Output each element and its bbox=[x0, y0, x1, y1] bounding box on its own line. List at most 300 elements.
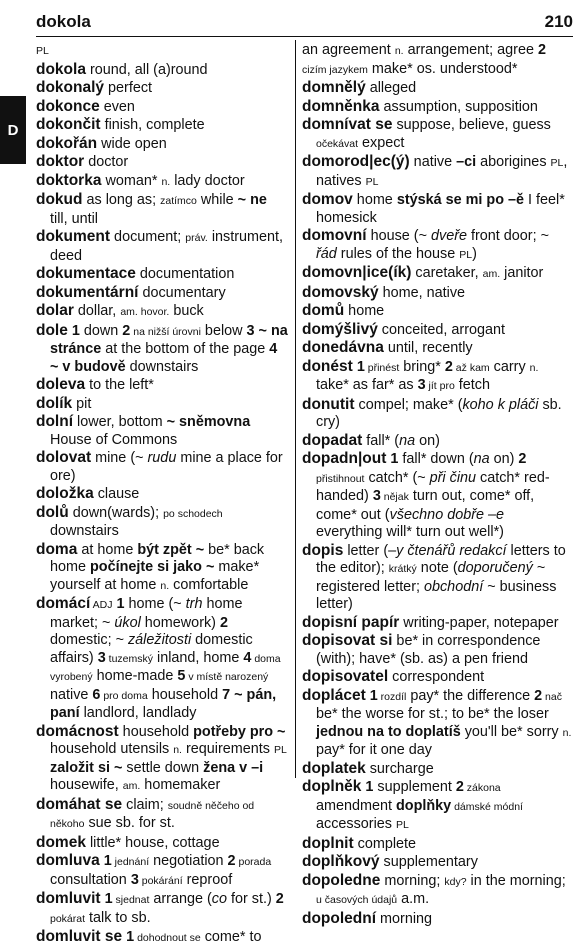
translation-text: clause bbox=[93, 486, 140, 502]
usage-label: očekávat bbox=[316, 137, 359, 150]
usage-label: pokárání bbox=[138, 874, 183, 887]
usage-label: ADJ bbox=[90, 599, 113, 611]
translation-text: turn out, come* off, come* out ( bbox=[316, 488, 535, 523]
headword: doktor bbox=[36, 153, 85, 170]
translation-text: at the bottom of the page bbox=[101, 341, 270, 357]
usage-label: přistihnout bbox=[316, 472, 365, 485]
translation-text: make* yourself at home bbox=[50, 559, 260, 593]
headword: domnělý bbox=[302, 79, 366, 96]
letter-thumb-tab bbox=[0, 96, 26, 164]
headword: dolní bbox=[36, 413, 74, 430]
headword: dopisovatel bbox=[302, 668, 389, 685]
usage-label: až kam bbox=[452, 361, 490, 374]
translation-text: be* the worse for st.; to be* the loser bbox=[316, 706, 549, 722]
translation-text: fall* ( bbox=[362, 432, 400, 449]
italic-example: na bbox=[473, 451, 490, 467]
headword: domáhat se bbox=[36, 795, 123, 813]
translation-text: home bbox=[352, 192, 397, 208]
usage-label: sjednat bbox=[112, 894, 150, 906]
headword: dopis bbox=[302, 541, 344, 559]
translation-text: writing-paper, notepaper bbox=[399, 614, 559, 631]
headword: dokořán bbox=[36, 134, 98, 152]
dictionary-entry bbox=[302, 872, 572, 910]
usage-label: pokárat bbox=[50, 912, 86, 925]
usage-label: po schodech bbox=[163, 507, 223, 520]
translation-text: comfortable bbox=[169, 576, 249, 593]
translation-text: household bbox=[147, 686, 223, 703]
headword: dopadat bbox=[302, 431, 363, 449]
dictionary-entry bbox=[36, 153, 288, 172]
headword: domovní bbox=[302, 227, 367, 244]
dictionary-entry bbox=[36, 135, 288, 154]
dictionary-entry bbox=[36, 322, 288, 377]
bold-phrase: jednou na to doplatíš bbox=[316, 723, 461, 740]
translation-text: front door; ~ bbox=[467, 228, 549, 244]
dictionary-entry bbox=[302, 450, 572, 542]
dictionary-entry bbox=[36, 890, 288, 928]
headword: dokola bbox=[36, 60, 86, 78]
dictionary-entry bbox=[302, 432, 572, 451]
bold-phrase: 1 bbox=[390, 451, 399, 467]
bold-phrase: 1 bbox=[103, 853, 112, 869]
translation-text: arrangement; agree bbox=[403, 42, 538, 58]
bold-phrase: ~ sněmovna bbox=[166, 414, 251, 430]
headword: domácí bbox=[36, 595, 91, 612]
translation-text: round, all (a)round bbox=[85, 61, 208, 78]
usage-label: PL bbox=[550, 157, 564, 169]
translation-text: accessories bbox=[316, 816, 396, 832]
translation-text: catch* red-handed) bbox=[316, 469, 550, 504]
translation-text: documentary bbox=[138, 284, 226, 301]
translation-text: downstairs bbox=[50, 523, 119, 539]
dictionary-entry bbox=[36, 98, 288, 117]
translation-text: to the left* bbox=[85, 377, 154, 393]
headword: dopolední bbox=[302, 909, 377, 927]
bold-phrase: potřeby pro ~ bbox=[193, 723, 286, 740]
dictionary-entry bbox=[36, 723, 288, 796]
italic-example: řád bbox=[316, 245, 337, 262]
translation-text: consultation bbox=[50, 871, 131, 888]
translation-text: perfect bbox=[104, 80, 153, 96]
translation-text: while bbox=[196, 192, 238, 208]
translation-text: morning bbox=[376, 910, 433, 927]
usage-label: kdy? bbox=[444, 875, 467, 888]
translation-text: ~ bbox=[135, 450, 148, 466]
usage-label: tuzemský bbox=[105, 652, 153, 665]
dictionary-entry bbox=[302, 778, 572, 835]
translation-text: household utensils bbox=[50, 741, 174, 757]
translation-text: doctor bbox=[84, 154, 129, 170]
dictionary-entry bbox=[302, 302, 572, 321]
translation-text: janitor bbox=[500, 265, 544, 281]
translation-text: lower, bottom bbox=[73, 414, 167, 430]
translation-text: in the morning; bbox=[466, 872, 566, 889]
translation-text: even bbox=[99, 98, 135, 115]
dictionary-entry bbox=[302, 853, 572, 872]
translation-text: letter (– bbox=[343, 542, 397, 559]
translation-text: letters to the editor); bbox=[316, 542, 566, 576]
headword: doplněk bbox=[302, 778, 362, 795]
translation-text: rules of the house bbox=[336, 245, 460, 262]
headword: dopadn|out bbox=[302, 450, 387, 467]
translation-text: come* to bbox=[200, 929, 262, 945]
bold-phrase: 1 bbox=[71, 322, 80, 339]
translation-text: home bbox=[344, 303, 385, 319]
usage-label: doma vyrobený bbox=[50, 652, 281, 683]
headword: domorod|ec(ý) bbox=[302, 153, 410, 170]
translation-text: compel; make* ( bbox=[354, 396, 463, 413]
dictionary-entry bbox=[36, 228, 288, 265]
translation-text: correspondent bbox=[388, 669, 485, 685]
usage-label: n. bbox=[173, 744, 182, 756]
translation-text: catch* (~ bbox=[364, 469, 430, 486]
usage-label: rozdíl bbox=[377, 690, 407, 703]
translation-text: home-made bbox=[92, 668, 178, 684]
translation-text: a.m. bbox=[397, 891, 430, 907]
headword: domů bbox=[302, 302, 345, 319]
translation-text: landlord, landlady bbox=[79, 705, 197, 721]
bold-phrase: 3 ~ na stránce bbox=[50, 322, 288, 357]
dictionary-entry bbox=[36, 79, 288, 98]
bold-phrase: 3 bbox=[97, 649, 106, 666]
usage-label: nějak bbox=[380, 491, 409, 503]
italic-example: na bbox=[399, 432, 416, 449]
headword: dopoledne bbox=[302, 871, 381, 889]
translation-text: lady doctor bbox=[170, 172, 245, 189]
headword: dokument bbox=[36, 228, 111, 245]
translation-text: you'll be* sorry bbox=[460, 723, 563, 740]
headword: doplácet bbox=[302, 686, 366, 704]
usage-label: n. bbox=[160, 579, 170, 592]
bold-phrase: 2 bbox=[275, 891, 284, 907]
usage-label: cizím jazykem bbox=[302, 63, 368, 76]
usage-label: soudně něčeho od někoho bbox=[50, 799, 255, 830]
page-number: 210 bbox=[544, 12, 573, 31]
headword: donedávna bbox=[302, 339, 384, 356]
headword: domluva bbox=[36, 852, 100, 869]
translation-text: carry bbox=[489, 358, 530, 375]
translation-text: below bbox=[200, 322, 247, 339]
translation-text: at home bbox=[77, 541, 138, 558]
translation-text: mine ( bbox=[91, 450, 136, 466]
translation-text: ~ business letter) bbox=[316, 578, 557, 612]
dictionary-entry bbox=[36, 265, 288, 284]
usage-label: PL bbox=[365, 175, 379, 188]
italic-example: všechno dobře –e bbox=[389, 506, 505, 523]
translation-text: down bbox=[79, 322, 123, 339]
running-headword: dokola bbox=[36, 12, 91, 31]
bold-phrase: 6 bbox=[92, 686, 101, 703]
dictionary-entry bbox=[36, 852, 288, 890]
translation-text: mine a place for ore) bbox=[50, 450, 283, 484]
headword: dolovat bbox=[36, 449, 92, 466]
translation-text: , natives bbox=[316, 154, 568, 189]
dictionary-entry bbox=[302, 358, 572, 396]
dictionary-entry bbox=[302, 191, 572, 227]
translation-text: I feel* homesick bbox=[316, 192, 565, 226]
dictionary-entry bbox=[36, 595, 288, 723]
bold-phrase: 1 bbox=[356, 358, 365, 375]
bold-phrase: 5 bbox=[177, 668, 186, 684]
dictionary-entry bbox=[36, 302, 288, 322]
usage-label: n. bbox=[529, 361, 539, 374]
headword: domek bbox=[36, 833, 86, 851]
dictionary-entry bbox=[36, 928, 288, 948]
translation-text: on) bbox=[489, 451, 519, 467]
translation-text: note ( bbox=[416, 560, 458, 576]
translation-text: bring* bbox=[399, 358, 445, 375]
usage-label: na nižší úrovni bbox=[130, 325, 201, 338]
bold-phrase: 3 bbox=[417, 377, 426, 393]
translation-text: homework) bbox=[140, 614, 220, 631]
headword: dole bbox=[36, 321, 68, 339]
translation-text: an agreement bbox=[302, 42, 395, 58]
translation-text: caretaker, bbox=[411, 265, 483, 281]
translation-text: dollar, bbox=[73, 303, 121, 319]
thumb-tab-letter: D bbox=[7, 121, 19, 139]
dictionary-entry bbox=[36, 504, 288, 541]
usage-label: krátký bbox=[388, 563, 417, 575]
translation-text: for st.) bbox=[226, 891, 276, 907]
translation-text: everything will* turn out well*) bbox=[316, 524, 504, 540]
translation-text: make* os. understood* bbox=[367, 60, 518, 77]
translation-text: ~ registered letter; bbox=[316, 560, 546, 595]
dictionary-entry bbox=[36, 796, 288, 834]
page-header bbox=[36, 6, 573, 37]
translation-text: housewife, bbox=[50, 777, 123, 793]
dictionary-entry bbox=[302, 396, 572, 432]
dictionary-entry bbox=[302, 910, 572, 929]
translation-text: talk to sb. bbox=[85, 909, 151, 926]
bold-phrase: 1 bbox=[365, 779, 374, 795]
bold-phrase: 2 bbox=[518, 451, 527, 467]
headword: domněnka bbox=[302, 97, 380, 115]
translation-text: document; bbox=[110, 229, 186, 245]
headword: donutit bbox=[302, 395, 355, 413]
translation-text: supplementary bbox=[379, 854, 478, 870]
translation-text: sue sb. for st. bbox=[84, 815, 175, 831]
dictionary-entry bbox=[36, 834, 288, 853]
dictionary-entry bbox=[36, 116, 288, 135]
translation-text: until, recently bbox=[383, 340, 473, 356]
translation-text: fetch bbox=[454, 377, 490, 393]
bold-phrase: počínejte si jako ~ bbox=[90, 559, 215, 575]
right-column bbox=[302, 42, 572, 928]
usage-label: dámské módní bbox=[451, 800, 523, 813]
bold-phrase: stýská se mi po –ě bbox=[396, 192, 525, 208]
bold-phrase: 1 bbox=[116, 596, 125, 612]
translation-text: home market; ~ bbox=[50, 596, 243, 631]
translation-text: amendment bbox=[316, 797, 396, 814]
dictionary-entry bbox=[302, 668, 572, 687]
translation-text: suppose, believe, guess bbox=[392, 117, 551, 133]
headword: domýšlivý bbox=[302, 320, 378, 338]
italic-example: rudu bbox=[147, 450, 177, 466]
italic-example: y čtenářů redakcí bbox=[396, 542, 507, 559]
usage-label: n. bbox=[562, 726, 572, 739]
headword: doplatek bbox=[302, 759, 366, 777]
headword: dopisovat si bbox=[302, 632, 393, 649]
dictionary-entry bbox=[302, 339, 572, 358]
usage-label: dohodnout se bbox=[134, 932, 201, 944]
dictionary-entry bbox=[36, 42, 288, 61]
headword: doplnit bbox=[302, 834, 354, 852]
headword: dokonalý bbox=[36, 79, 105, 96]
translation-text: House of Commons bbox=[50, 431, 178, 448]
bold-phrase: 1 bbox=[126, 929, 135, 945]
usage-label: zatímco bbox=[160, 195, 197, 207]
usage-label: u časových údajů bbox=[316, 894, 398, 906]
usage-label: pro doma bbox=[100, 689, 148, 702]
translation-text: woman* bbox=[101, 172, 162, 189]
translation-text: downstairs bbox=[125, 358, 199, 375]
usage-label: PL bbox=[36, 45, 49, 57]
dictionary-entry bbox=[302, 116, 572, 153]
translation-text: buck bbox=[169, 303, 204, 319]
bold-phrase: ~ ne bbox=[237, 192, 267, 208]
bold-phrase: 3 bbox=[372, 488, 381, 504]
bold-phrase: 4 bbox=[243, 649, 252, 666]
dictionary-entry bbox=[302, 98, 572, 117]
usage-label: n. bbox=[394, 45, 404, 57]
italic-example: záležitosti bbox=[127, 632, 192, 648]
headword: dolar bbox=[36, 302, 74, 319]
headword: doložka bbox=[36, 485, 94, 502]
headword: doplňkový bbox=[302, 853, 380, 870]
translation-text: home (~ bbox=[124, 596, 186, 612]
italic-example: co bbox=[211, 891, 227, 907]
translation-text: reproof bbox=[182, 871, 233, 888]
translation-text: surcharge bbox=[365, 760, 434, 777]
translation-text: inland, home bbox=[153, 649, 244, 666]
usage-label: nač bbox=[542, 690, 562, 703]
dictionary-entry bbox=[302, 835, 572, 854]
translation-text: domestic affairs) bbox=[50, 632, 253, 666]
translation-text: morning; bbox=[380, 872, 445, 889]
dictionary-entry bbox=[302, 284, 572, 303]
bold-phrase: 2 bbox=[122, 322, 131, 339]
headword: doma bbox=[36, 540, 78, 558]
italic-example: obchodní bbox=[423, 578, 484, 595]
translation-text: instrument, deed bbox=[50, 229, 284, 264]
dictionary-entry bbox=[302, 42, 572, 79]
translation-text: home, native bbox=[378, 284, 466, 301]
usage-label: am. hovor. bbox=[120, 306, 170, 318]
dictionary-entry bbox=[36, 376, 288, 395]
translation-text: down(wards); bbox=[68, 504, 164, 521]
dictionary-entry bbox=[302, 321, 572, 340]
headword: dokumentární bbox=[36, 283, 139, 301]
translation-text: fall* down ( bbox=[398, 451, 474, 467]
headword: doktorka bbox=[36, 171, 102, 189]
headword: domnívat se bbox=[302, 116, 393, 133]
italic-example: koho k pláči bbox=[462, 396, 539, 413]
translation-text: domestic; ~ bbox=[50, 632, 128, 648]
headword: domácnost bbox=[36, 722, 119, 740]
translation-text: pit bbox=[72, 395, 92, 412]
headword: doleva bbox=[36, 376, 86, 393]
usage-label: PL bbox=[395, 819, 409, 831]
translation-text: ) bbox=[472, 245, 477, 262]
translation-text: little* house, cottage bbox=[85, 834, 220, 851]
usage-label: jít pro bbox=[425, 380, 455, 392]
headword: dolík bbox=[36, 394, 73, 412]
translation-text: supplement bbox=[373, 779, 456, 795]
bold-phrase: 7 ~ pán, paní bbox=[50, 686, 277, 721]
translation-text: claim; bbox=[122, 796, 168, 813]
translation-text: arrange ( bbox=[149, 891, 212, 907]
bold-phrase: být zpět ~ bbox=[137, 541, 205, 558]
dictionary-entry bbox=[36, 413, 288, 449]
translation-text: complete bbox=[353, 835, 417, 852]
translation-text: on) bbox=[415, 432, 440, 449]
bold-phrase: 2 bbox=[537, 42, 546, 58]
translation-text: as long as; bbox=[82, 192, 161, 208]
usage-label: v místě narozený bbox=[185, 671, 269, 683]
translation-text: negotiation bbox=[149, 853, 228, 869]
dictionary-entry bbox=[302, 614, 572, 633]
translation-text: assumption, supposition bbox=[379, 98, 538, 115]
bold-phrase: –ci bbox=[456, 154, 477, 170]
headword: domluvit se bbox=[36, 928, 123, 945]
usage-label: am. bbox=[482, 268, 501, 280]
translation-text: house (~ bbox=[366, 228, 431, 244]
translation-text: alleged bbox=[365, 80, 417, 96]
headword: dokumentace bbox=[36, 265, 136, 282]
dictionary-entry bbox=[36, 449, 288, 485]
translation-text: sb. cry) bbox=[316, 396, 562, 430]
usage-label: přinést bbox=[364, 361, 400, 374]
translation-text: pay* the difference bbox=[406, 687, 535, 704]
translation-text: aborigines bbox=[476, 154, 551, 170]
usage-label: práv. bbox=[185, 232, 208, 244]
headword: domov bbox=[302, 191, 353, 208]
translation-text: pay* for it one day bbox=[316, 742, 432, 758]
dictionary-entry bbox=[302, 264, 572, 284]
column-divider bbox=[295, 40, 296, 778]
headword: dokonce bbox=[36, 97, 100, 115]
dictionary-entry bbox=[302, 227, 572, 264]
translation-text: take* as far* as bbox=[316, 377, 418, 393]
translation-text: documentation bbox=[135, 266, 235, 282]
translation-text: settle down bbox=[122, 759, 204, 776]
dictionary-entry bbox=[302, 542, 572, 614]
usage-label: zákona bbox=[463, 782, 501, 794]
translation-text: conceited, arrogant bbox=[377, 321, 506, 338]
dictionary-entry bbox=[36, 541, 288, 596]
usage-label: PL bbox=[273, 744, 287, 756]
bold-phrase: 3 bbox=[130, 871, 139, 888]
headword: dokud bbox=[36, 191, 83, 208]
dictionary-entry bbox=[302, 687, 572, 760]
italic-example: při činu bbox=[429, 469, 477, 486]
dictionary-entry bbox=[36, 284, 288, 303]
translation-text: requirements bbox=[181, 741, 274, 757]
dictionary-entry bbox=[36, 395, 288, 414]
headword: dopisní papír bbox=[302, 613, 400, 631]
bold-phrase: 2 bbox=[534, 687, 543, 704]
bold-phrase: 1 bbox=[104, 891, 113, 907]
bold-phrase: 2 bbox=[444, 358, 453, 375]
bold-phrase: 2 bbox=[455, 779, 464, 795]
bold-phrase: 1 bbox=[369, 687, 378, 704]
translation-text: be* in correspondence (with); have* (sb. as) a pen friend bbox=[316, 633, 541, 667]
bold-phrase: 2 bbox=[227, 853, 236, 869]
left-column bbox=[36, 42, 288, 948]
headword: donést bbox=[302, 357, 353, 375]
headword: domluvit bbox=[36, 890, 101, 907]
usage-label: n. bbox=[161, 175, 171, 188]
